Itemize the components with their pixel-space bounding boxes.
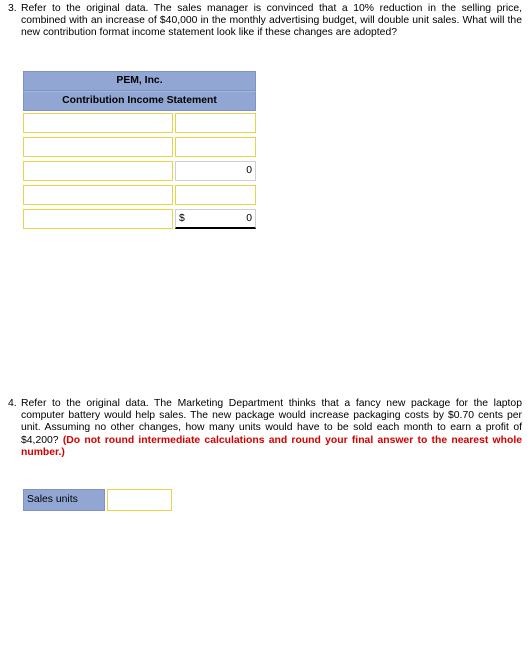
table-row — [23, 183, 256, 207]
income-statement-table — [23, 71, 256, 231]
table-row — [23, 135, 256, 159]
row-2-amount-input[interactable] — [175, 137, 256, 157]
total-value: 0 — [246, 213, 252, 224]
question-4 — [8, 398, 522, 459]
table-row — [23, 111, 256, 135]
company-name: PEM, Inc. — [23, 71, 256, 91]
question-text-wrapper — [21, 398, 522, 459]
question-number: 3. — [8, 3, 17, 14]
row-5-label-input[interactable] — [23, 209, 173, 229]
question-text: Refer to the original data. The sales manager is convinced that a 10% reduction in the selling price, combined with an increase of $40,000 in the monthly advertising budget, will double unit sales. What will the new contribution format income statement look like if these changes are adopted? — [21, 3, 522, 39]
row-2-label-input[interactable] — [23, 137, 173, 157]
row-3-label-input[interactable] — [23, 161, 173, 181]
rounding-instruction: (Do not round intermediate calculations and round your final answer to the nearest whole number.) — [21, 434, 522, 458]
row-4-amount-input[interactable] — [175, 185, 256, 205]
sales-units-label: Sales units — [23, 489, 105, 511]
row-5-amount-value — [175, 209, 256, 229]
question-number: 4. — [8, 398, 17, 409]
sales-units-input[interactable] — [107, 489, 172, 511]
row-1-label-input[interactable] — [23, 113, 173, 133]
question-text: Refer to the original data. The Marketing Department thinks that a fancy new package for the laptop computer battery would help sales. The new package would increase packaging costs by $0.70 cents per unit. Assuming no other changes, how many units would have to be sold each month to earn a profit of $4,200? — [21, 398, 522, 446]
table-row — [23, 159, 256, 183]
row-4-label-input[interactable] — [23, 185, 173, 205]
statement-title: Contribution Income Statement — [23, 91, 256, 111]
currency-symbol: $ — [179, 213, 185, 224]
table-row — [23, 207, 256, 231]
row-3-amount-value: 0 — [175, 161, 256, 181]
row-1-amount-input[interactable] — [175, 113, 256, 133]
question-3 — [8, 3, 522, 40]
